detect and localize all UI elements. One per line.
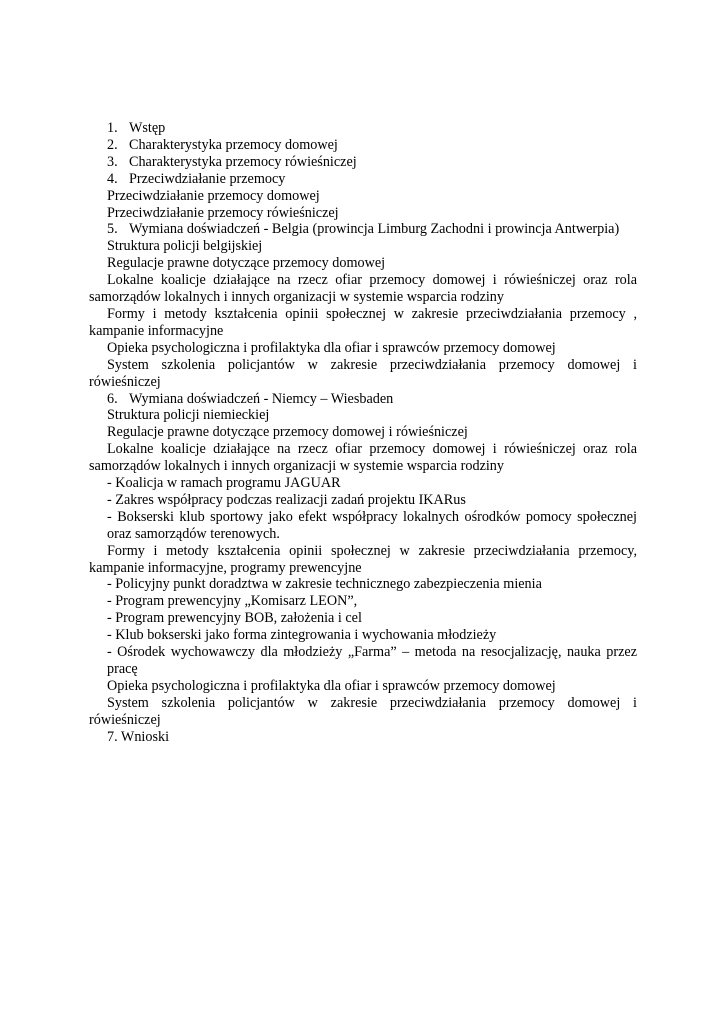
- toc-subitem: Formy i metody kształcenia opinii społecznej w zakresie przeciwdziałania przemocy ,: [107, 305, 637, 322]
- toc-dash-item: - Bokserski klub sportowy jako efekt współpracy lokalnych ośrodków pomocy społecznej: [107, 508, 637, 525]
- toc-subitem-continuation: rówieśniczej: [89, 373, 161, 390]
- toc-item-5: [89, 221, 637, 238]
- toc-dash-item: - Program prewencyjny „Komisarz LEON”,: [107, 593, 358, 610]
- toc-subitem: Lokalne koalicje działające na rzecz ofiar przemocy domowej i rówieśniczej oraz rola: [107, 272, 637, 289]
- toc-item-number: 2.: [107, 136, 118, 153]
- toc-item-2: [89, 137, 637, 154]
- toc-subitem: Struktura policji niemieckiej: [107, 407, 270, 424]
- toc-item-label: Przeciwdziałanie przemocy: [129, 170, 286, 187]
- toc-dash-item: - Koalicja w ramach programu JAGUAR: [107, 475, 341, 492]
- toc-dash-item: - Program prewencyjny BOB, założenia i cel: [107, 610, 362, 627]
- toc-item-number: 3.: [107, 153, 118, 170]
- toc-item-number: 4.: [107, 170, 118, 187]
- toc-subitem: System szkolenia policjantów w zakresie przeciwdziałania przemocy domowej i: [107, 694, 637, 711]
- toc-dash-item-continuation: pracę: [107, 661, 138, 677]
- toc-subitem: Formy i metody kształcenia opinii społecznej w zakresie przeciwdziałania przemocy,: [107, 542, 637, 559]
- toc-item-label: Wymiana doświadczeń - Belgia (prowincja Limburg Zachodni i prowincja Antwerpia): [129, 221, 620, 238]
- toc-subitem-continuation: kampanie informacyjne, programy prewencyjne: [89, 559, 362, 576]
- toc-item-label: Charakterystyka przemocy domowej: [129, 136, 338, 153]
- toc-item-label: Wymiana doświadczeń - Niemcy – Wiesbaden: [129, 390, 394, 407]
- toc-dash-item: - Policyjny punkt doradztwa w zakresie technicznego zabezpieczenia mienia: [107, 576, 542, 593]
- toc-dash-item: - Ośrodek wychowawczy dla młodzieży „Farma” – metoda na resocjalizację, nauka przez: [107, 644, 637, 661]
- toc-item-number: 5.: [107, 221, 118, 238]
- toc-item-6: [89, 391, 637, 408]
- toc-subitem: Przeciwdziałanie przemocy domowej: [107, 187, 320, 204]
- toc-subitem-continuation: samorządów lokalnych i innych organizacji w systemie wsparcia rodziny: [89, 458, 504, 475]
- toc-item-3: [89, 154, 637, 171]
- toc-item-1: [89, 120, 637, 137]
- toc-subitem: Regulacje prawne dotyczące przemocy domowej i rówieśniczej: [107, 424, 468, 441]
- toc-dash-item: - Zakres współpracy podczas realizacji zadań projektu IKARus: [107, 491, 466, 508]
- toc-item-label: Charakterystyka przemocy rówieśniczej: [129, 153, 357, 170]
- toc-subitem: Opieka psychologiczna i profilaktyka dla ofiar i sprawców przemocy domowej: [107, 677, 556, 694]
- toc-subitem-continuation: kampanie informacyjne: [89, 322, 224, 339]
- toc-subitem: System szkolenia policjantów w zakresie przeciwdziałania przemocy domowej i: [107, 356, 637, 373]
- toc-dash-item: - Klub bokserski jako forma zintegrowania i wychowania młodzieży: [107, 627, 497, 644]
- toc-subitem: Przeciwdziałanie przemocy rówieśniczej: [107, 204, 339, 221]
- toc-item-number: 1.: [107, 120, 118, 136]
- toc-item-7: 7. Wnioski: [107, 728, 170, 745]
- toc-subitem: Regulacje prawne dotyczące przemocy domowej: [107, 255, 386, 272]
- toc-item-number: 6.: [107, 390, 118, 407]
- toc-subitem: Lokalne koalicje działające na rzecz ofiar przemocy domowej i rówieśniczej oraz rola: [107, 441, 637, 458]
- toc-item-4: [89, 171, 637, 188]
- toc-subitem: Struktura policji belgijskiej: [107, 238, 263, 255]
- toc-dash-item-continuation: oraz samorządów terenowych.: [107, 525, 280, 542]
- toc-subitem-continuation: samorządów lokalnych i innych organizacji w systemie wsparcia rodziny: [89, 289, 504, 306]
- table-of-contents: [89, 120, 637, 746]
- toc-subitem: Opieka psychologiczna i profilaktyka dla ofiar i sprawców przemocy domowej: [107, 339, 556, 356]
- toc-subitem-continuation: rówieśniczej: [89, 711, 161, 728]
- toc-item-label: Wstęp: [129, 120, 166, 136]
